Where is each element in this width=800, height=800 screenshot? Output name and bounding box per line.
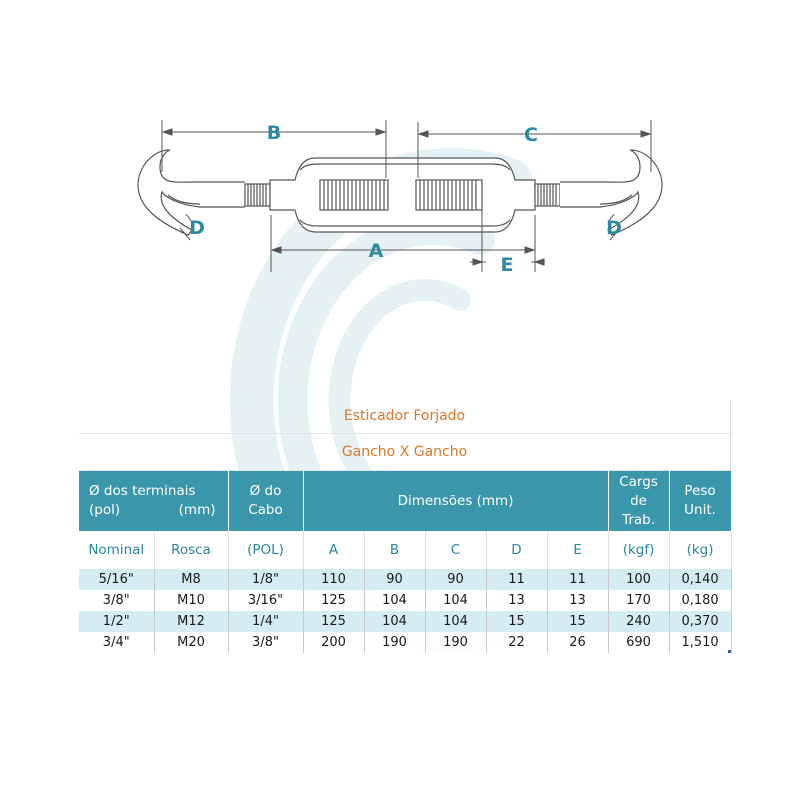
table-cell: 1/2" (79, 611, 154, 632)
dimension-label-d-left: D (189, 217, 205, 239)
table-cell: 3/8" (79, 590, 154, 611)
table-cell: 1/8" (228, 569, 303, 590)
table-cell: 0,180 (669, 590, 731, 611)
table-cell: 104 (425, 611, 486, 632)
table-cell: 690 (608, 632, 669, 653)
turnbuckle-diagram (0, 100, 800, 290)
table-cell: 15 (486, 611, 547, 632)
table-cell: 104 (425, 590, 486, 611)
table-cell: 15 (547, 611, 608, 632)
table-cell: 0,140 (669, 569, 731, 590)
dimension-label-c: C (524, 124, 538, 146)
spec-table (79, 471, 732, 653)
table-cell: 22 (486, 632, 547, 653)
subheader-c: C (425, 531, 486, 569)
table-cell: 3/4" (79, 632, 154, 653)
header-terminals-unit-mm: (mm) (178, 502, 216, 518)
table-cell: 11 (547, 569, 608, 590)
table-cell: 26 (547, 632, 608, 653)
table-cell: M20 (154, 632, 228, 653)
table-row (79, 632, 731, 653)
table-row (79, 611, 731, 632)
dimension-label-b: B (266, 122, 282, 144)
table-row (79, 569, 731, 590)
header-terminals (79, 471, 228, 531)
table-cell: 190 (425, 632, 486, 653)
header-dimensions: Dimensões (mm) (303, 471, 608, 531)
table-cell: 240 (608, 611, 669, 632)
header-cable: Ø do Cabo (228, 471, 303, 531)
table-subheader-row (79, 531, 731, 569)
table-cell: 3/16" (228, 590, 303, 611)
dimension-label-e: E (500, 254, 514, 276)
table-cell: 110 (303, 569, 364, 590)
table-cell: 90 (425, 569, 486, 590)
table-title: Esticador Forjado (79, 400, 731, 434)
table-cell: 1/4" (228, 611, 303, 632)
subheader-kgf: (kgf) (608, 531, 669, 569)
table-cell: 200 (303, 632, 364, 653)
table-cell: M10 (154, 590, 228, 611)
table-cell: 104 (364, 611, 425, 632)
header-terminals-label: Ø dos terminais (89, 483, 196, 499)
dimension-label-a: A (368, 240, 384, 262)
table-cell: 3/8" (228, 632, 303, 653)
subheader-a: A (303, 531, 364, 569)
table-header-row (79, 471, 731, 531)
table-cell: 170 (608, 590, 669, 611)
table-cell: 90 (364, 569, 425, 590)
header-weight: Peso Unit. (669, 471, 731, 531)
table-subtitle: Gancho X Gancho (79, 434, 731, 471)
subheader-d: D (486, 531, 547, 569)
subheader-kg: (kg) (669, 531, 731, 569)
subheader-rosca: Rosca (154, 531, 228, 569)
dimension-label-d-right: D (606, 217, 622, 239)
table-cell: 11 (486, 569, 547, 590)
turnbuckle-drawing (138, 150, 662, 235)
subheader-b: B (364, 531, 425, 569)
table-cell: 104 (364, 590, 425, 611)
table-cell: 5/16" (79, 569, 154, 590)
table-cell: 125 (303, 590, 364, 611)
header-load: Cargs de Trab. (608, 471, 669, 531)
table-cell: 0,370 (669, 611, 731, 632)
table-cell: 125 (303, 611, 364, 632)
table-row (79, 590, 731, 611)
subheader-e: E (547, 531, 608, 569)
table-cell: 13 (547, 590, 608, 611)
table-cell: 100 (608, 569, 669, 590)
table-cell: 190 (364, 632, 425, 653)
subheader-pol: (POL) (228, 531, 303, 569)
table-cell: 13 (486, 590, 547, 611)
table-cell: M12 (154, 611, 228, 632)
subheader-nominal: Nominal (79, 531, 154, 569)
spec-table-section (79, 400, 731, 653)
corner-marker (728, 650, 731, 653)
table-cell: M8 (154, 569, 228, 590)
table-cell: 1,510 (669, 632, 731, 653)
header-terminals-unit-pol: (pol) (89, 502, 121, 518)
